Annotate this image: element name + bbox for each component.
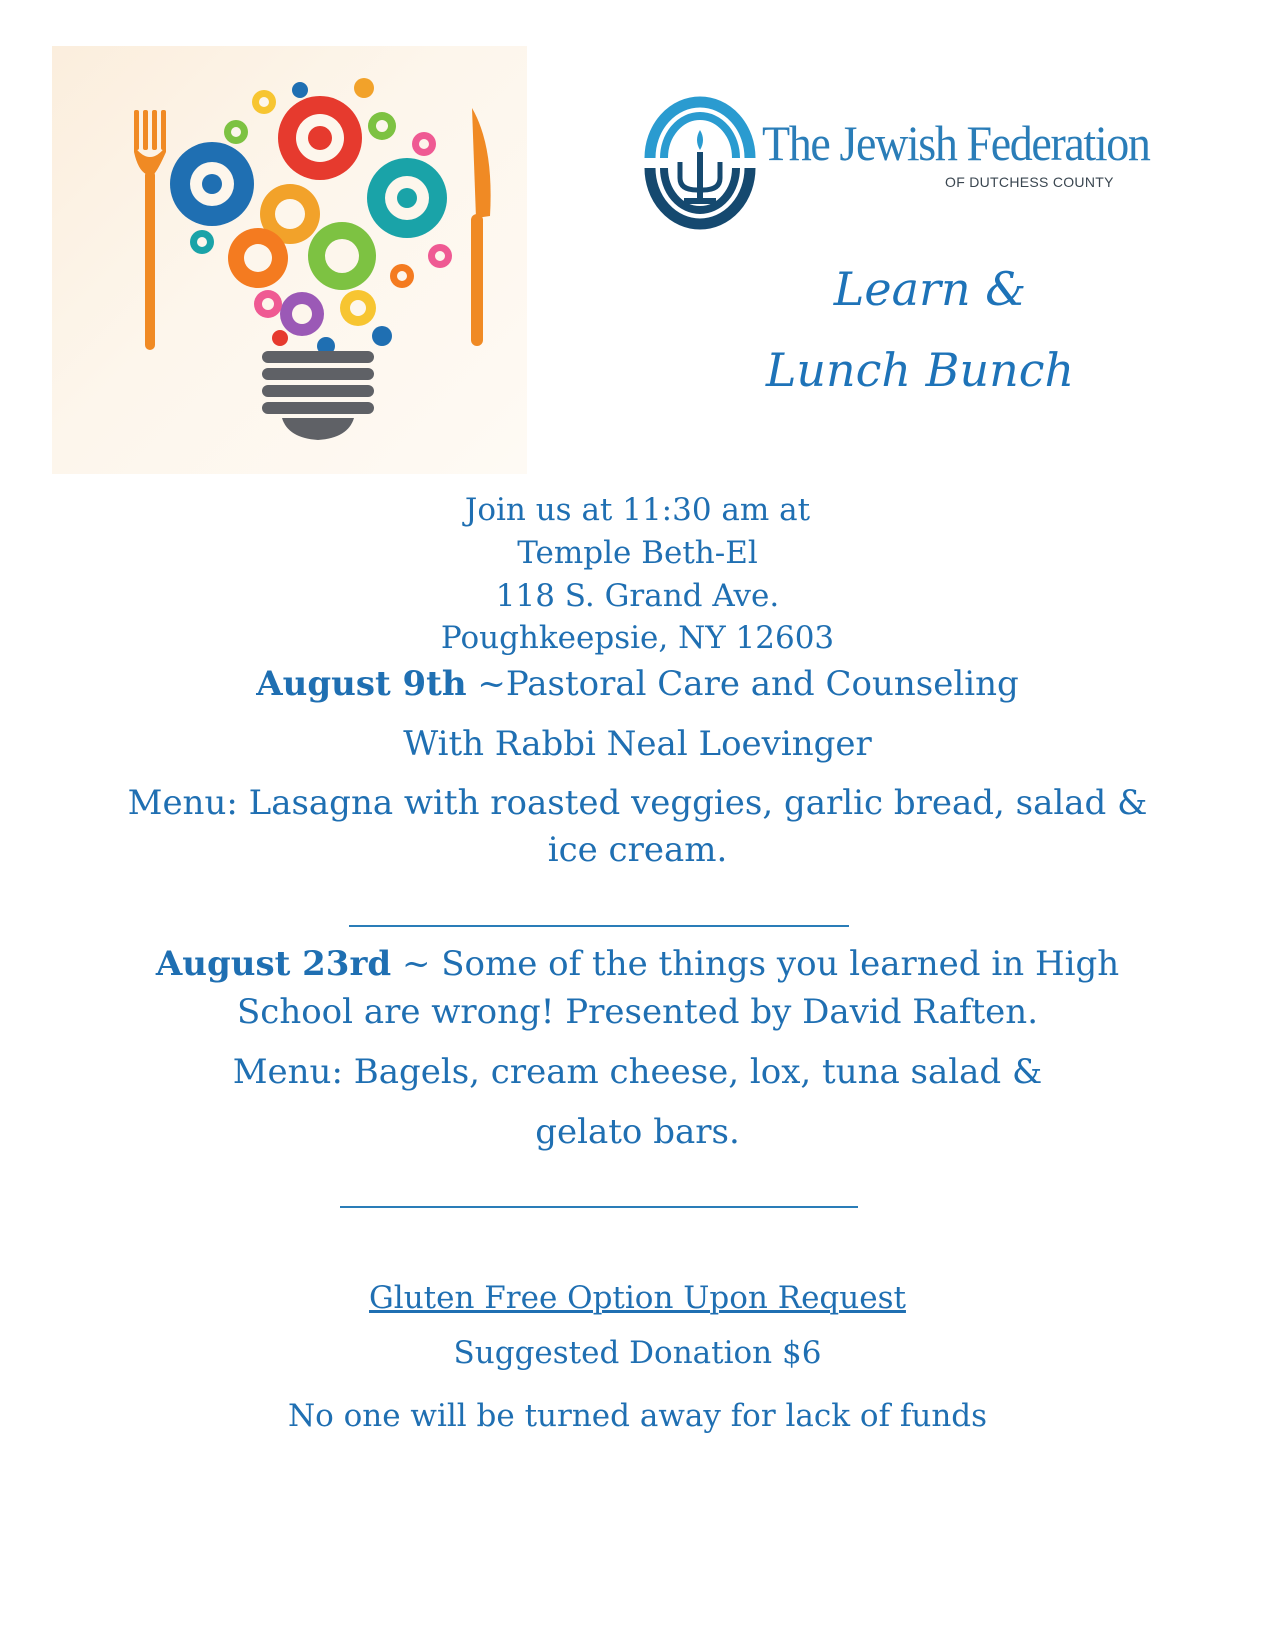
event2-topic-line-1: ~ Some of the things you learned in High: [391, 944, 1120, 984]
title-line-1: Learn &: [833, 262, 1027, 316]
event1-heading: [0, 664, 1275, 704]
title-line-2: Lunch Bunch: [765, 343, 1075, 397]
event1-menu-line-2: ice cream.: [547, 830, 728, 870]
logo-subtitle: OF DUTCHESS COUNTY: [945, 174, 1114, 190]
bulb-base-icon: [262, 351, 374, 440]
divider-1: [349, 925, 849, 927]
event1-topic: ~Pastoral Care and Counseling: [466, 664, 1019, 704]
knife-icon: [471, 108, 491, 346]
logo-name: The Jewish Federation: [762, 115, 1150, 171]
intro-line-3: 118 S. Grand Ave.: [495, 578, 780, 614]
event2-menu-line-2: gelato bars.: [535, 1112, 740, 1152]
intro-line-1: Join us at 11:30 am at: [464, 492, 811, 528]
event1-date: August 9th: [256, 664, 467, 704]
event2-heading: [0, 944, 1275, 984]
fork-icon: [134, 110, 166, 350]
intro-line-4: Poughkeepsie, NY 12603: [440, 620, 835, 656]
event2-topic-line-2: School are wrong! Presented by David Raften.: [236, 992, 1039, 1032]
lightbulb-gears-illustration: [52, 46, 527, 474]
federation-logo: [640, 88, 1150, 238]
event1-menu-line-1: Menu: Lasagna with roasted veggies, garlic bread, salad &: [127, 783, 1148, 823]
lightbulb-gears-icon: [52, 46, 527, 474]
event2-date: August 23rd: [155, 944, 392, 984]
suggested-donation: Suggested Donation $6: [453, 1335, 822, 1371]
menorah-emblem-icon: [640, 88, 760, 238]
no-one-turned-away-note: No one will be turned away for lack of funds: [287, 1398, 988, 1434]
event1-presenter: With Rabbi Neal Loevinger: [403, 724, 872, 764]
divider-2: [340, 1206, 858, 1208]
gluten-free-note: Gluten Free Option Upon Request: [369, 1280, 906, 1316]
intro-line-2: Temple Beth-El: [517, 535, 758, 571]
event2-menu-line-1: Menu: Bagels, cream cheese, lox, tuna salad &: [232, 1052, 1043, 1092]
